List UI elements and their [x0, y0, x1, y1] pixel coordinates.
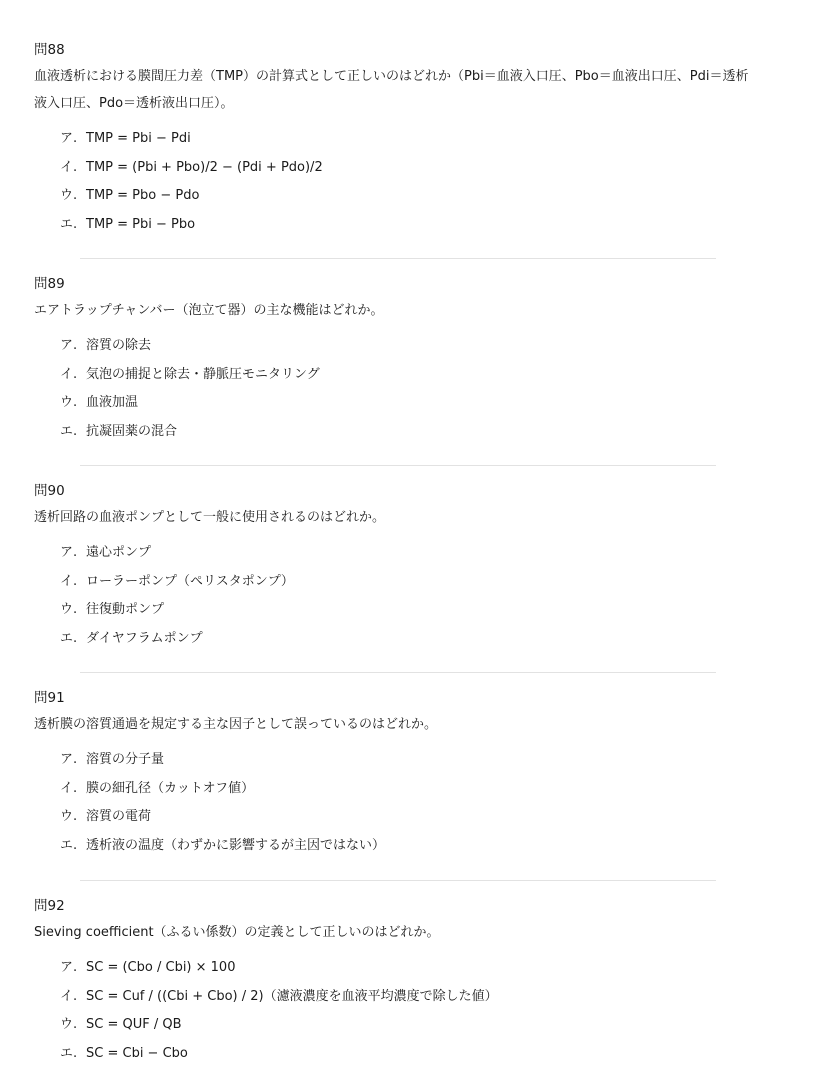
question-number: 問91 [34, 690, 65, 706]
option-key: ア. [60, 131, 78, 146]
option-text: 透析液の温度（わずかに影響するが主因ではない） [86, 838, 386, 854]
option-key: イ. [60, 988, 78, 1004]
option-text: 気泡の捕捉と除去・静脈圧モニタリング [86, 366, 320, 382]
option-i [60, 568, 294, 597]
option-key: エ. [60, 631, 78, 647]
option-e [60, 1040, 498, 1069]
option-e [60, 418, 320, 447]
option-key: ウ. [60, 395, 78, 411]
option-text: 血液加温 [86, 395, 139, 411]
option-a [60, 332, 320, 361]
question-number: 問90 [34, 483, 65, 499]
option-text: SC = QUF / QB [86, 1017, 182, 1033]
option-a [60, 954, 498, 983]
option-key: エ. [60, 424, 78, 440]
option-key: ウ. [60, 602, 78, 618]
option-key: イ. [60, 159, 78, 175]
option-key: ウ. [60, 1017, 78, 1033]
option-u [60, 596, 294, 625]
option-text: TMP = (Pbi + Pbo)/2 − (Pdi + Pdo)/2 [86, 159, 323, 175]
option-text: TMP = Pbo − Pdo [86, 188, 200, 204]
option-list [60, 125, 323, 240]
question-number: 問92 [34, 898, 65, 914]
option-i [60, 361, 320, 390]
option-text: SC = Cbi − Cbo [86, 1046, 188, 1062]
section-divider [80, 465, 716, 466]
option-key: ウ. [60, 809, 78, 825]
option-key: エ. [60, 1046, 78, 1062]
option-e [60, 832, 385, 861]
option-text: SC = Cuf / ((Cbi + Cbo) / 2)（濾液濃度を血液平均濃度で除した値） [86, 988, 498, 1004]
option-i [60, 775, 385, 804]
option-text: SC = (Cbo / Cbi) × 100 [86, 960, 236, 975]
option-text: 抗凝固薬の混合 [86, 424, 178, 440]
option-i [60, 983, 498, 1012]
option-e [60, 625, 294, 654]
question-text: 血液透析における膜間圧力差（TMP）の計算式として正しいのはどれか（Pbi＝血液入口圧、Pbo＝血液出口圧、Pdi＝透析液入口圧、Pdo＝透析液出口圧）。 [34, 69, 749, 111]
option-text: TMP = Pbi − Pbo [86, 217, 196, 233]
option-list [60, 954, 498, 1069]
option-text: ダイヤフラムポンプ [86, 631, 203, 647]
option-text: 溶質の電荷 [86, 809, 152, 825]
option-text: 往復動ポンプ [86, 602, 165, 618]
option-list [60, 332, 320, 447]
question-text: エアトラップチャンバー（泡立て器）の主な機能はどれか。 [34, 303, 384, 318]
option-text: 遠心ポンプ [86, 545, 152, 560]
section-divider [80, 672, 716, 673]
option-text: 溶質の除去 [86, 338, 152, 353]
option-e [60, 211, 323, 240]
option-key: エ. [60, 217, 78, 233]
option-text: TMP = Pbi − Pdi [86, 131, 191, 146]
question-number: 問89 [34, 276, 65, 292]
option-list [60, 746, 385, 861]
option-key: イ. [60, 573, 78, 589]
option-key: ア. [60, 752, 78, 767]
option-key: ア. [60, 960, 78, 975]
option-a [60, 125, 323, 154]
option-i [60, 154, 323, 183]
option-u [60, 803, 385, 832]
option-key: ア. [60, 545, 78, 560]
section-divider [80, 880, 716, 881]
option-text: 溶質の分子量 [86, 752, 165, 767]
question-text: 透析膜の溶質通過を規定する主な因子として誤っているのはどれか。 [34, 717, 438, 732]
option-u [60, 1011, 498, 1040]
option-u [60, 389, 320, 418]
section-divider [80, 258, 716, 259]
option-key: エ. [60, 838, 78, 854]
question-text: 透析回路の血液ポンプとして一般に使用されるのはどれか。 [34, 510, 386, 525]
question-number: 問88 [34, 42, 65, 58]
option-key: イ. [60, 366, 78, 382]
option-key: イ. [60, 780, 78, 796]
option-key: ア. [60, 338, 78, 353]
option-a [60, 746, 385, 775]
option-text: ローラーポンプ（ペリスタポンプ） [86, 573, 294, 589]
option-text: 膜の細孔径（カットオフ値） [86, 780, 255, 796]
option-u [60, 182, 323, 211]
option-list [60, 539, 294, 654]
option-a [60, 539, 294, 568]
question-text: Sieving coefficient（ふるい係数）の定義として正しいのはどれか。 [34, 925, 440, 940]
option-key: ウ. [60, 188, 78, 204]
